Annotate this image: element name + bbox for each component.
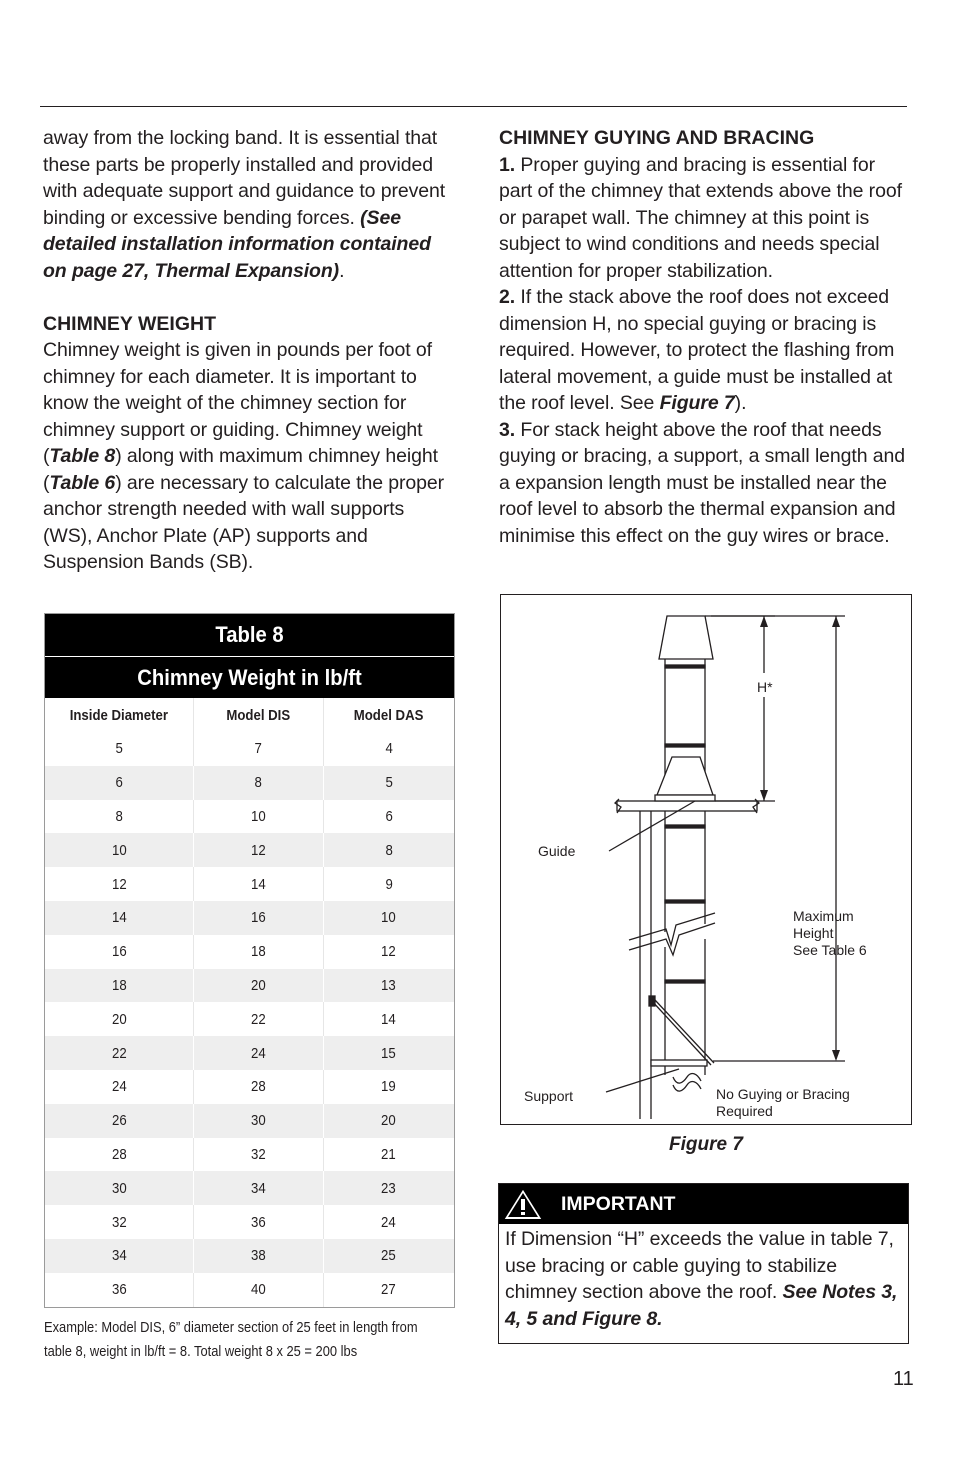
example-line-2: table 8, weight in lb/ft = 8. Total weight 8 x 25 = 200 lbs — [44, 1343, 358, 1360]
note-number: 2. — [499, 286, 516, 308]
note-2 — [499, 284, 911, 417]
column-header: Model DIS — [194, 698, 323, 732]
support-brace — [651, 1000, 711, 1065]
table-cell: 32 — [194, 1138, 323, 1172]
table-cell: 30 — [45, 1171, 194, 1205]
note-1 — [499, 152, 911, 285]
table-cell: 13 — [381, 976, 397, 994]
table-cell: 38 — [194, 1239, 323, 1273]
weight-text-2: ) along with maximum chimney height ( — [43, 445, 438, 494]
table-row — [45, 901, 454, 935]
table-cell: 14 — [194, 867, 323, 901]
table-cell: 7 — [194, 732, 323, 766]
label-guide: Guide — [538, 843, 576, 859]
table-cell: 28 — [45, 1138, 194, 1172]
joint-band — [665, 900, 705, 903]
table-cell: 12 — [381, 943, 397, 961]
table-row — [45, 732, 454, 766]
example-line-1: Example: Model DIS, 6” diameter section of 25 feet in length from — [44, 1319, 418, 1336]
label-h: H* — [757, 679, 773, 695]
table-row — [45, 969, 454, 1003]
table-row — [45, 1273, 454, 1307]
table-cell: 4 — [385, 740, 393, 758]
table-cell: 34 — [45, 1239, 194, 1273]
table-cell: 22 — [45, 1036, 194, 1070]
table-cell: 36 — [194, 1205, 323, 1239]
table-cell: 26 — [45, 1104, 194, 1138]
note-number: 3. — [499, 418, 516, 441]
support-bracket — [651, 1060, 707, 1066]
chimney-cap — [659, 616, 713, 659]
pipe-bottom-break — [673, 1074, 701, 1084]
table-row — [45, 800, 454, 834]
brace-anchor — [649, 996, 655, 1006]
table-cell: 19 — [381, 1078, 397, 1096]
page-number: 11 — [893, 1368, 914, 1390]
note-end: ). — [734, 392, 747, 414]
table-header-row — [45, 698, 454, 732]
table-row — [45, 1171, 454, 1205]
table-6-reference: Table 6 — [49, 471, 116, 494]
weight-text-1: Chimney weight is given in pounds per foot of chimney for each diameter. It is important to know the weight of the chimney section for chimney support or guiding. Chimney weight ( — [43, 339, 432, 467]
table-cell: 8 — [385, 841, 393, 859]
column-header: Model DAS — [353, 706, 424, 724]
table-cell: 34 — [194, 1171, 323, 1205]
table-cell: 22 — [194, 1002, 323, 1036]
label-no-guying-1: No Guying or Bracing — [716, 1086, 850, 1102]
figure-7-reference: Figure 7 — [659, 392, 735, 414]
table-cell: 10 — [381, 909, 397, 927]
note-text: Proper guying and bracing is essential for part of the chimney that extends above the roof or parapet wall. The chimney at this point is subject to wind conditions and needs special attention for proper stabilization. — [499, 153, 902, 282]
label-max-1: Maximum — [793, 908, 854, 924]
weight-text-3: ) are necessary to calculate the proper anchor strength needed with wall supports (WS), Anchor Plate (AP) supports and Suspension Bands (SB). — [43, 471, 445, 573]
table-cell: 18 — [45, 969, 194, 1003]
table-cell: 9 — [385, 875, 393, 893]
table-cell: 16 — [45, 935, 194, 969]
header-rule — [40, 106, 907, 107]
note-number: 1. — [499, 153, 516, 176]
intro-end: . — [339, 259, 345, 282]
table-example-note — [44, 1316, 464, 1364]
table-cell: 14 — [381, 1010, 397, 1028]
table-8 — [44, 613, 455, 1308]
table-cell: 10 — [194, 800, 323, 834]
important-body: If Dimension “H” exceeds the value in table 7, use bracing or cable guying to stabilize chimney section above the roof. — [505, 1228, 894, 1303]
table-row — [45, 1002, 454, 1036]
intro-paragraph — [43, 125, 455, 284]
table-cell: 8 — [194, 766, 323, 800]
important-header — [499, 1184, 908, 1224]
table-cell: 15 — [381, 1044, 397, 1062]
support-leader — [606, 1069, 679, 1092]
table-cell: 25 — [381, 1247, 397, 1265]
intro-reference: (See detailed installation information contained on page 27, Thermal Expansion) — [43, 206, 431, 282]
table-cell: 5 — [385, 774, 393, 792]
table-cell: 24 — [194, 1036, 323, 1070]
table-cell: 24 — [381, 1213, 397, 1231]
table-cell: 27 — [381, 1281, 397, 1299]
table-cell: 40 — [194, 1273, 323, 1307]
important-notice — [498, 1183, 909, 1344]
intro-text: away from the locking band. It is essential that these parts be properly installed and provided with adequate support and guidance to prevent binding or excessive bending forces. — [43, 127, 446, 229]
table-body — [45, 732, 454, 1307]
joint-band — [665, 980, 705, 983]
table-cell: 16 — [194, 901, 323, 935]
table-row — [45, 1205, 454, 1239]
table-cell: 8 — [45, 800, 194, 834]
table-cell: 30 — [194, 1104, 323, 1138]
break-line — [629, 913, 715, 945]
table-cell: 6 — [45, 766, 194, 800]
table-row — [45, 867, 454, 901]
table-cell: 10 — [45, 833, 194, 867]
table-cell: 6 — [385, 807, 393, 825]
table-cell: 36 — [45, 1273, 194, 1307]
right-column — [499, 125, 911, 549]
table-cell: 20 — [45, 1002, 194, 1036]
joint-band — [665, 825, 705, 828]
table-subtitle: Chimney Weight in lb/ft — [137, 665, 362, 690]
table-cell: 12 — [194, 833, 323, 867]
table-cell: 18 — [194, 935, 323, 969]
joint-band — [665, 744, 705, 747]
joint-band — [665, 665, 705, 668]
table-cell: 21 — [381, 1145, 397, 1163]
table-cell: 28 — [194, 1070, 323, 1104]
label-no-guying-2: Required — [716, 1103, 773, 1119]
note-text: For stack height above the roof that needs guying or bracing, a support, a small length and a expansion length must be installed near the roof level to absorb the thermal expansion and minimise this effect on the guy wires or brace. — [499, 418, 906, 547]
table-cell: 23 — [381, 1179, 397, 1197]
important-title: IMPORTANT — [561, 1192, 676, 1215]
important-text — [499, 1224, 908, 1332]
chimney-weight-paragraph — [43, 337, 455, 576]
important-reference: See Notes 3, 4, 5 and Figure 8. — [505, 1281, 898, 1330]
label-max-3: See Table 6 — [793, 942, 867, 958]
table-cell: 20 — [194, 969, 323, 1003]
note-text: If the stack above the roof does not exceed dimension H, no special guying or bracing is required. However, to protect the flashing from lateral movement, a guide must be installed at the roof level. See — [499, 286, 895, 414]
table-row — [45, 1104, 454, 1138]
flashing — [655, 795, 715, 801]
label-max-2: Height — [793, 925, 834, 941]
left-column — [43, 125, 455, 576]
chimney-weight-heading: CHIMNEY WEIGHT — [43, 312, 216, 335]
figure-caption: Figure 7 — [669, 1134, 743, 1155]
note-3 — [499, 417, 911, 550]
warning-icon — [499, 1184, 547, 1224]
table-row — [45, 1070, 454, 1104]
label-support: Support — [524, 1088, 574, 1104]
guying-bracing-heading: CHIMNEY GUYING AND BRACING — [499, 127, 815, 149]
chimney-diagram — [501, 595, 911, 1124]
table-cell: 12 — [45, 867, 194, 901]
table-row — [45, 766, 454, 800]
table-row — [45, 1239, 454, 1273]
table-row — [45, 1138, 454, 1172]
figure-7-diagram — [500, 594, 912, 1125]
table-8-reference: Table 8 — [49, 445, 116, 467]
column-header: Inside Diameter — [45, 698, 194, 732]
table-cell: 5 — [45, 732, 194, 766]
table-cell: 24 — [45, 1070, 194, 1104]
table-row — [45, 935, 454, 969]
table-cell: 14 — [45, 901, 194, 935]
table-cell: 20 — [381, 1112, 397, 1130]
table-title: Table 8 — [61, 614, 437, 656]
table-cell: 32 — [45, 1205, 194, 1239]
table-row — [45, 833, 454, 867]
table-row — [45, 1036, 454, 1070]
